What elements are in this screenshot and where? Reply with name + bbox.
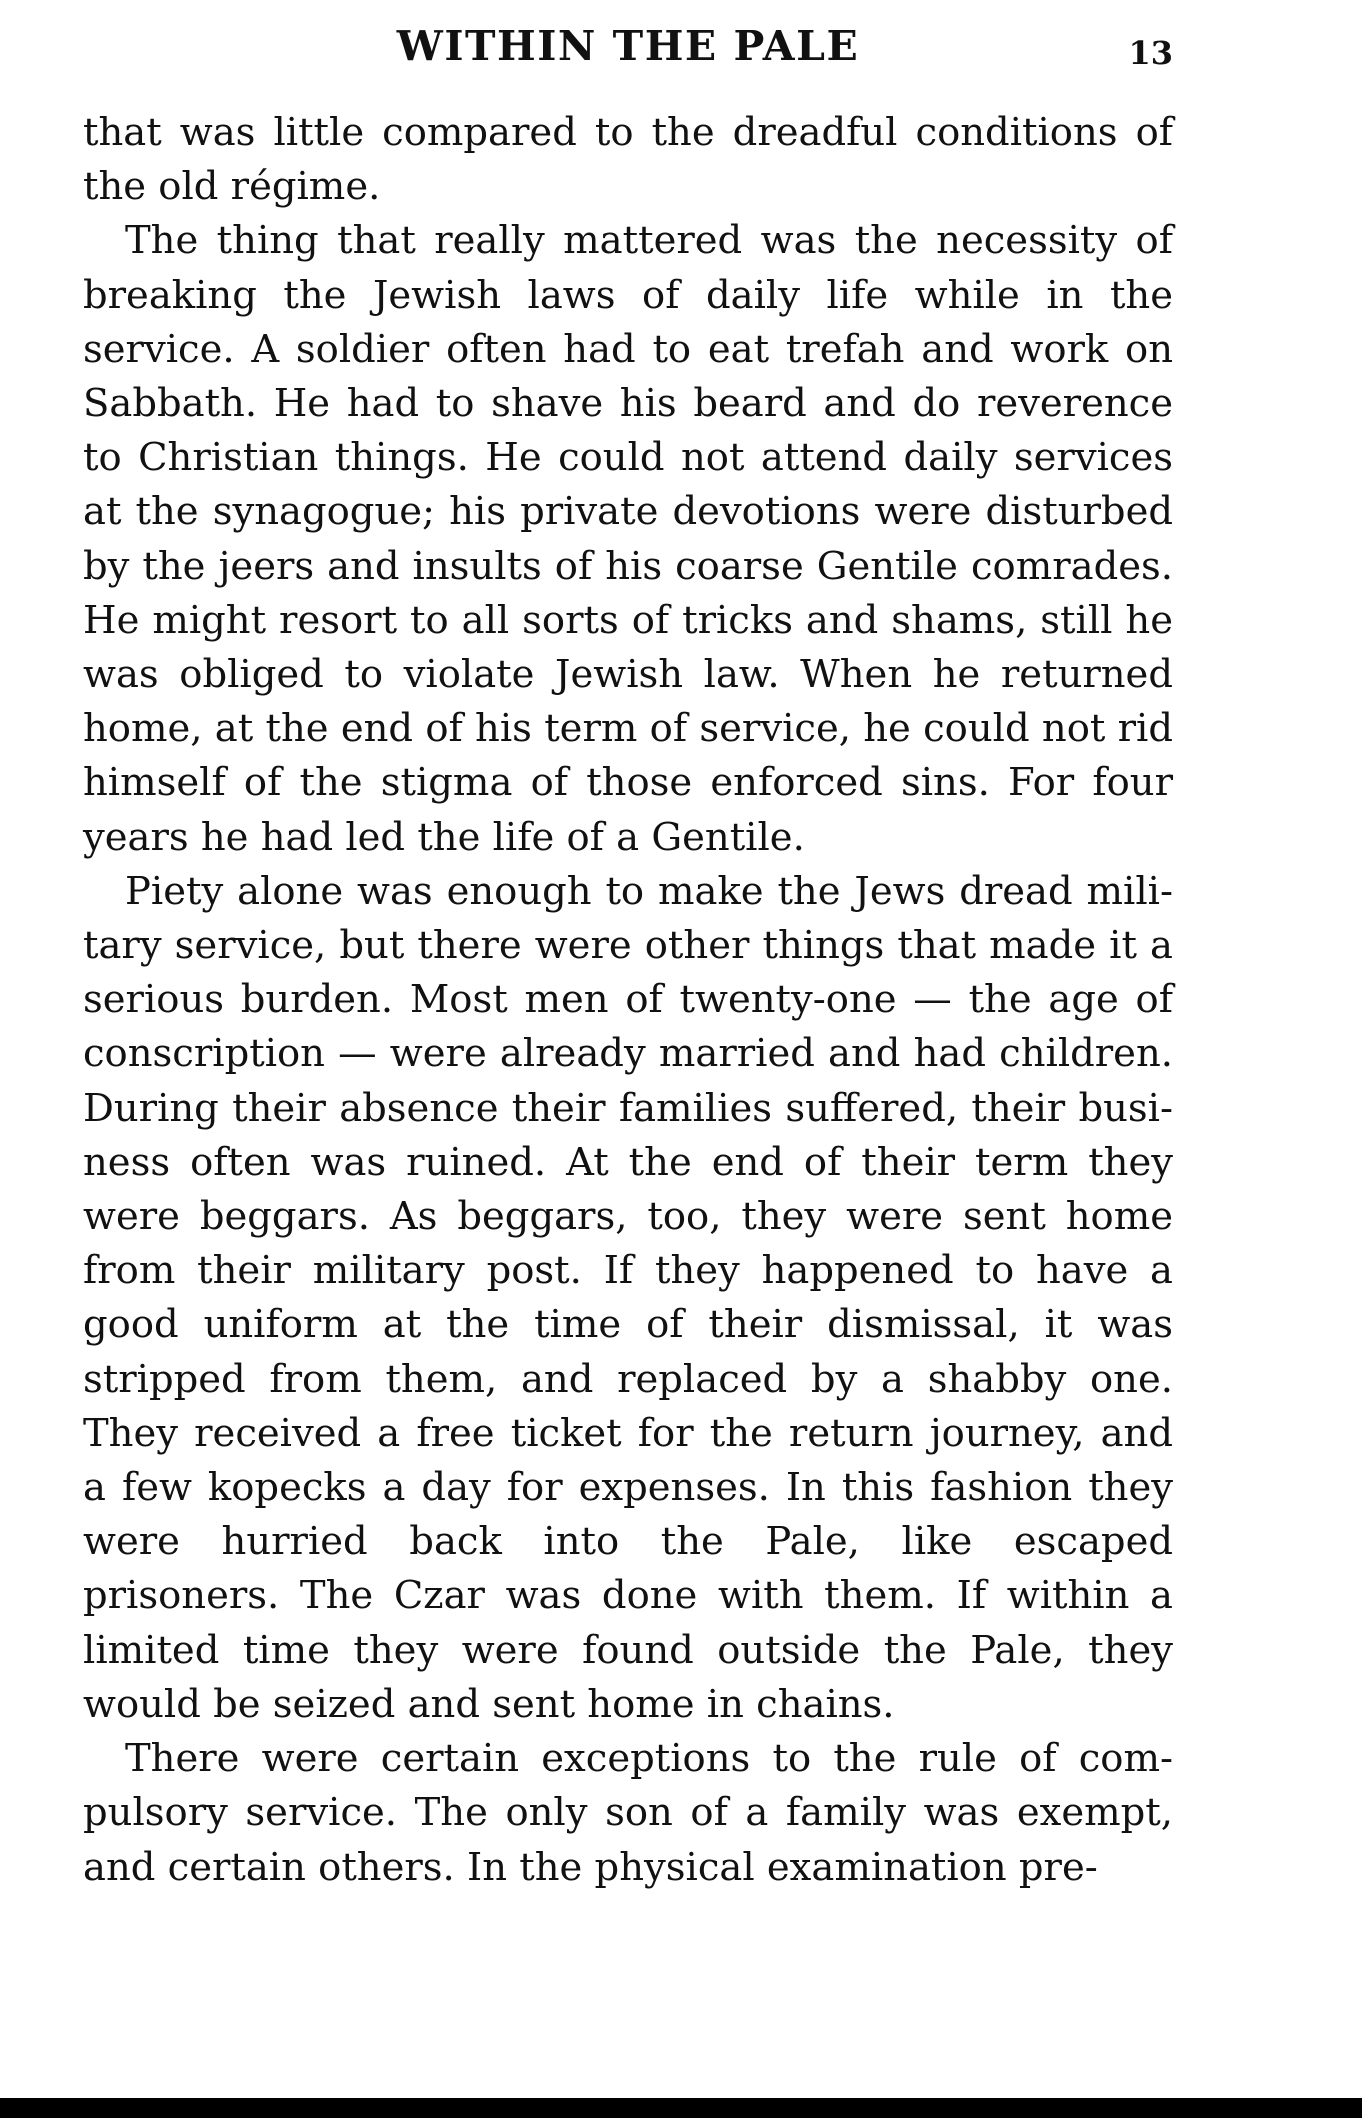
paragraph: Piety alone was enough to make the Jews dread military service, but there were other things that made it a serious burden. Most men of twenty-one — the age of conscription — were already married and had children. During their absence their families suffered, their business often was ruined. At the end of their term they were beggars. As beggars, too, they were sent home from their military post. If they happened to have a good uniform at the time of their dismissal, it was stripped from them, and replaced by a shabby one. They received a free ticket for the return journey, and a few kopecks a day for expenses. In this fashion they were hurried back into the Pale, like escaped prisoners. The Czar was done with them. If within a limited time they were found outside the Pale, they would be seized and sent home in chains. [83,868,1173,1727]
paragraph: There were certain exceptions to the rule of compulsory service. The only son of a family was exempt, and certain others. In the physical examination pre- [83,1736,1173,1890]
scan-bottom-edge [0,2098,1362,2118]
running-head [83,22,1173,82]
page-number: 13 [1128,34,1173,72]
body-text [83,106,1173,1895]
paragraph-continued: that was little compared to the dreadful conditions of the old régime. [83,110,1173,210]
paragraph: The thing that really mattered was the necessity of breaking the Jewish laws of daily life while in the service. A soldier often had to eat trefah and work on Sabbath. He had to shave his beard and do reverence to Christian things. He could not attend daily services at the synagogue; his private devotions were disturbed by the jeers and insults of his coarse Gentile comrades. He might resort to all sorts of tricks and shams, still he was obliged to violate Jewish law. When he returned home, at the end of his term of service, he could not rid himself of the stigma of those enforced sins. For four years he had led the life of a Gentile. [83,218,1173,860]
running-title: WITHIN THE PALE [396,22,860,70]
